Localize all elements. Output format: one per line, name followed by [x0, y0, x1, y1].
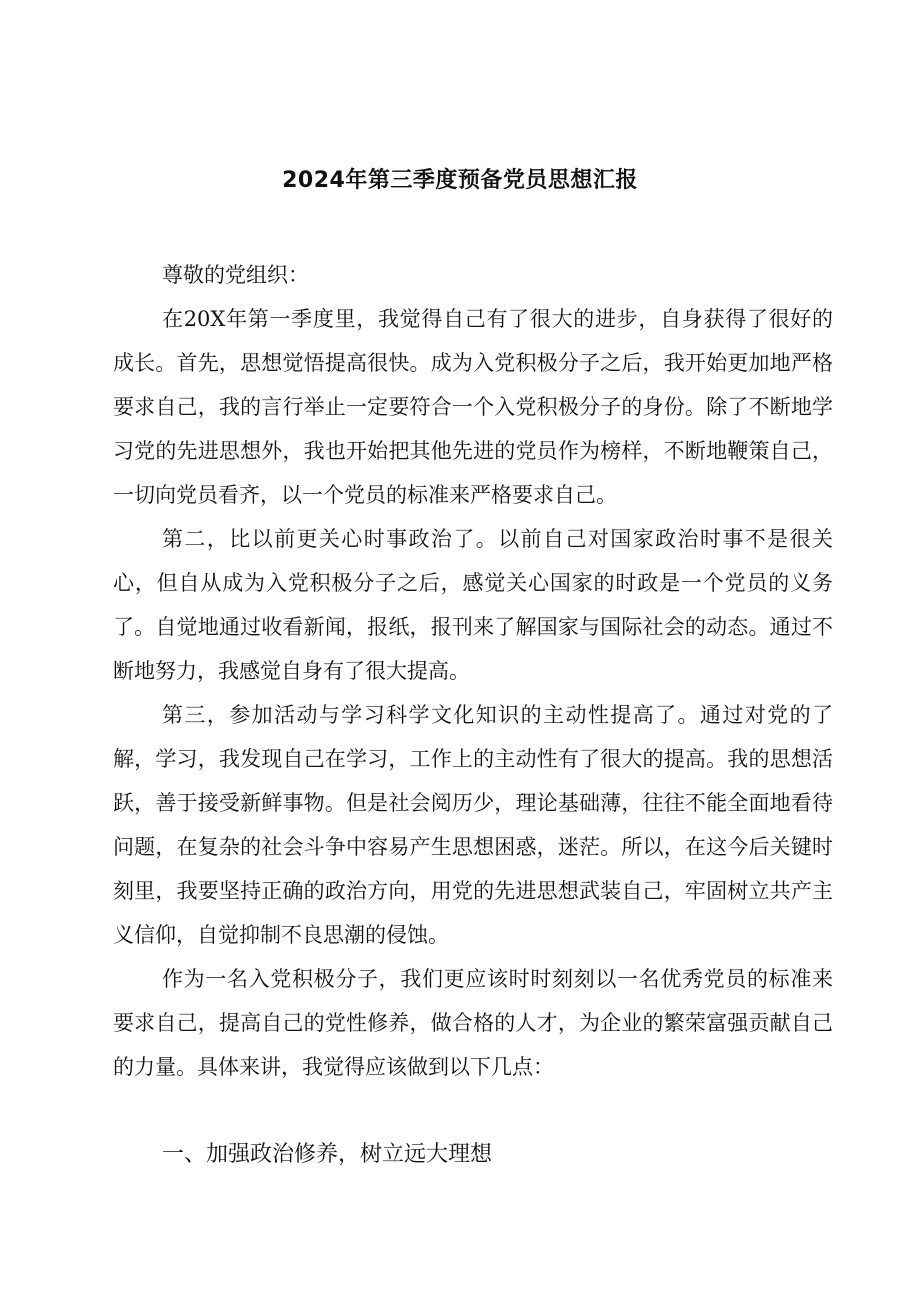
- paragraph-4: 作为一名入党积极分子，我们更应该时时刻刻以一名优秀党员的标准来要求自己，提高自己的党性修养，做合格的人才，为企业的繁荣富强贡献自己的力量。具体来讲，我觉得应该做到以下几点：: [113, 967, 833, 1079]
- document-title: 2024年第三季度预备党员思想汇报: [282, 168, 638, 193]
- document-body: [113, 297, 833, 1089]
- paragraph-1: 在20X年第一季度里，我觉得自己有了很大的进步，自身获得了很好的成长。首先，思想觉悟提高很快。成为入党积极分子之后，我开始更加地严格要求自己，我的言行举止一定要符合一个入党积极分子的身份。除了不断地学习党的先进思想外，我也开始把其他先进的党员作为榜样，不断地鞭策自己，一切向党员看齐，以一个党员的标准来严格要求自己。: [113, 307, 833, 507]
- paragraph-3: 第三，参加活动与学习科学文化知识的主动性提高了。通过对党的了解，学习，我发现自己在学习，工作上的主动性有了很大的提高。我的思想活跃，善于接受新鲜事物。但是社会阅历少，理论基础薄，往往不能全面地看待问题，在复杂的社会斗争中容易产生思想困惑，迷茫。所以，在这今后关键时刻里，我要坚持正确的政治方向，用党的先进思想武装自己，牢固树立共产主义信仰，自觉抑制不良思潮的侵蚀。: [113, 703, 833, 947]
- salutation: 尊敬的党组织：: [162, 263, 309, 287]
- paragraph-2: 第二，比以前更关心时事政治了。以前自己对国家政治时事不是很关心，但自从成为入党积极分子之后，感觉关心国家的时政是一个党员的义务了。自觉地通过收看新闻，报纸，报刊来了解国家与国际社会的动态。通过不断地努力，我感觉自身有了很大提高。: [113, 527, 833, 683]
- section-heading: 一、加强政治修养，树立远大理想: [162, 1142, 493, 1167]
